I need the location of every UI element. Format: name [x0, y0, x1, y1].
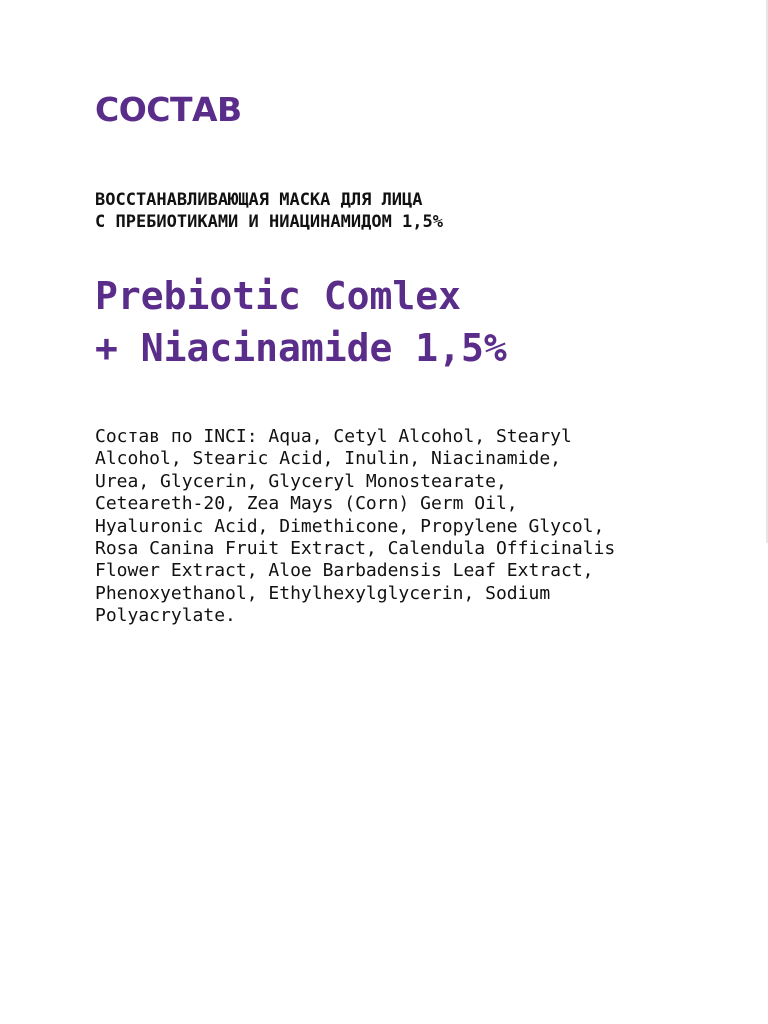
- ingredients-line: Urea, Glycerin, Glyceryl Monostearate,: [95, 470, 507, 492]
- ingredients-line: Alcohol, Stearic Acid, Inulin, Niacinamide,: [95, 448, 561, 470]
- ingredients-line: Phenoxyethanol, Ethylhexylglycerin, Sodium: [95, 582, 551, 604]
- section-heading: СОСТАВ: [95, 90, 242, 129]
- ingredients-line: Ceteareth-20, Zea Mays (Corn) Germ Oil,: [95, 493, 518, 515]
- product-name: [95, 270, 507, 374]
- ingredients-list: [95, 426, 715, 628]
- subtitle-line-1: ВОССТАНАВЛИВАЮЩАЯ МАСКА ДЛЯ ЛИЦА: [95, 190, 423, 210]
- subtitle-line-2: С ПРЕБИОТИКАМИ И НИАЦИНАМИДОМ 1,5%: [95, 212, 443, 232]
- ingredients-line: Состав по INCI: Aqua, Cetyl Alcohol, Stearyl: [95, 426, 572, 447]
- ingredients-line: Hyaluronic Acid, Dimethicone, Propylene Glycol,: [95, 515, 605, 537]
- ingredients-line: Rosa Canina Fruit Extract, Calendula Officinalis: [95, 538, 616, 560]
- product-name-line-2: + Niacinamide 1,5%: [95, 326, 507, 370]
- product-name-line-1: Prebiotic Comlex: [95, 274, 462, 318]
- ingredients-line: Flower Extract, Aloe Barbadensis Leaf Extract,: [95, 560, 594, 582]
- product-subtitle: [95, 189, 443, 233]
- ingredients-line: Polyacrylate.: [95, 605, 236, 627]
